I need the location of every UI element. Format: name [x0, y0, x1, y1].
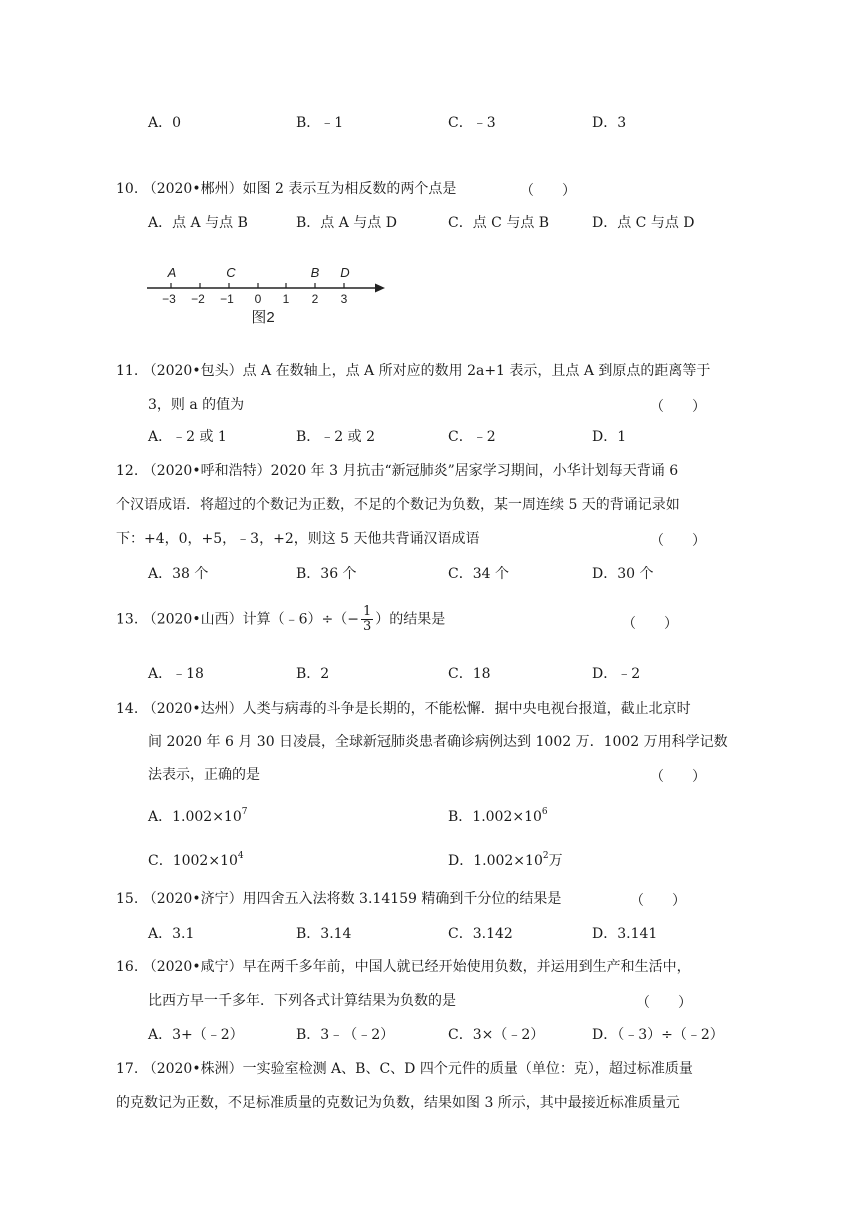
point-label-b: B — [310, 265, 320, 280]
q10-option-b: B．点 A 与点 D — [296, 215, 397, 231]
q13-answer-paren: （ ） — [622, 616, 678, 632]
q10-answer-paren: （ ） — [520, 183, 576, 199]
q14-option-d-exponent: 2 — [542, 851, 549, 861]
q14-option-b-base: B．1.002×10 — [448, 809, 542, 825]
q15-option-d: D．3.141 — [592, 926, 658, 942]
q14-option-d-suffix: 万 — [548, 853, 563, 869]
q16-line-2: 比西方早一千多年．下列各式计算结果为负数的是 — [148, 993, 456, 1009]
q11-option-d: D．1 — [592, 429, 627, 445]
point-label-d: D — [340, 265, 350, 280]
q14-option-c-exponent: 4 — [237, 851, 244, 861]
q14-option-c-base: C．1002×10 — [148, 853, 238, 869]
fraction-one-third — [361, 605, 373, 634]
q13-option-c: C．18 — [448, 666, 491, 682]
q16-option-d: D．（﹣3）÷（﹣2） — [592, 1027, 724, 1043]
q12-option-b: B．36 个 — [296, 566, 357, 582]
q10-option-d: D．点 C 与点 D — [592, 215, 695, 231]
q16-option-b: B．3﹣（﹣2） — [296, 1027, 395, 1043]
tick-label: −3 — [162, 292, 176, 306]
q14-answer-paren: （ ） — [650, 769, 706, 785]
number-line-figure — [145, 262, 395, 330]
q9-option-d: D．3 — [592, 115, 627, 131]
q16-option-c: C．3×（﹣2） — [448, 1027, 545, 1043]
q16-option-a: A．3+（﹣2） — [148, 1027, 244, 1043]
q11-line-1: 11. （2020•包头）点 A 在数轴上，点 A 所对应的数用 2a+1 表示，且点 A 到原点的距离等于 — [116, 363, 711, 379]
q14-line-3: 法表示，正确的是 — [148, 767, 260, 783]
q14-option-a-exponent: 7 — [241, 807, 248, 817]
tick-label: 1 — [282, 292, 290, 306]
q14-line-1: 14. （2020•达州）人类与病毒的斗争是长期的，不能松懈．据中央电视台报道，截止北京时 — [116, 701, 691, 717]
point-label-a: A — [167, 265, 177, 280]
tick-label: 0 — [254, 292, 262, 306]
q11-line-2: 3，则 a 的值为 — [148, 397, 245, 413]
q17-line-2: 的克数记为正数，不足标准质量的克数记为负数，结果如图 3 所示，其中最接近标准质量元 — [116, 1095, 680, 1111]
q9-option-a: A．0 — [148, 115, 182, 131]
q15-option-a: A．3.1 — [148, 926, 195, 942]
q9-option-b: B．﹣1 — [296, 115, 344, 131]
q12-option-a: A．38 个 — [148, 566, 209, 582]
q12-option-c: C．34 个 — [448, 566, 509, 582]
q13-option-a: A．﹣18 — [148, 666, 204, 682]
q11-answer-paren: （ ） — [650, 399, 706, 415]
q12-option-d: D．30 个 — [592, 566, 654, 582]
q16-line-1: 16. （2020•咸宁）早在两千多年前，中国人就已经开始使用负数，并运用到生产和生活中， — [116, 959, 691, 975]
figure-caption: 图2 — [251, 309, 275, 326]
q13-stem-before: 13. （2020•山西）计算（﹣6）÷（− — [116, 611, 359, 628]
q11-option-a: A．﹣2 或 1 — [148, 429, 227, 445]
fraction-numerator: 1 — [362, 604, 372, 619]
q14-option-b-exponent: 6 — [541, 807, 548, 817]
q13-option-b: B．2 — [296, 666, 330, 682]
fraction-denominator: 3 — [362, 619, 372, 634]
q14-option-a — [148, 808, 247, 826]
q11-option-b: B．﹣2 或 2 — [296, 429, 376, 445]
q10-option-c: C．点 C 与点 B — [448, 215, 550, 231]
q10-option-a: A．点 A 与点 B — [148, 215, 248, 231]
tick-label: 3 — [340, 292, 348, 306]
q10-stem: 10. （2020•郴州）如图 2 表示互为相反数的两个点是 — [116, 181, 457, 197]
tick-label: 2 — [311, 292, 319, 306]
q14-option-a-base: A．1.002×10 — [148, 809, 242, 825]
q15-answer-paren: （ ） — [630, 893, 686, 909]
q14-option-b — [448, 808, 548, 826]
q15-stem: 15. （2020•济宁）用四舍五入法将数 3.14159 精确到千分位的结果是 — [116, 891, 562, 907]
number-line-arrow — [375, 284, 385, 293]
q9-option-c: C．﹣3 — [448, 115, 496, 131]
q15-option-b: B．3.14 — [296, 926, 352, 942]
q14-option-c — [148, 852, 244, 870]
q12-answer-paren: （ ） — [650, 533, 706, 549]
q17-line-1: 17. （2020•株洲）一实验室检测 A、B、C、D 四个元件的质量（单位：克），超过标准质量 — [116, 1061, 693, 1077]
q12-line-1: 12. （2020•呼和浩特）2020 年 3 月抗击“新冠肺炎”居家学习期间，小华计划每天背诵 6 — [116, 463, 679, 479]
q16-answer-paren: （ ） — [636, 995, 692, 1011]
q14-option-d-base: D．1.002×10 — [448, 853, 543, 869]
q12-line-2: 个汉语成语．将超过的个数记为正数，不足的个数记为负数，某一周连续 5 天的背诵记录如 — [116, 497, 680, 513]
q12-line-3: 下：+4，0，+5，﹣3，+2，则这 5 天他共背诵汉语成语 — [116, 531, 480, 547]
q15-option-c: C．3.142 — [448, 926, 513, 942]
q14-option-d — [448, 852, 563, 870]
tick-label: −2 — [191, 292, 205, 306]
q11-option-c: C．﹣2 — [448, 429, 496, 445]
tick-label: −1 — [220, 292, 234, 306]
point-label-c: C — [226, 265, 236, 280]
q13-option-d: D．﹣2 — [592, 666, 641, 682]
q14-line-2: 间 2020 年 6 月 30 日凌晨，全球新冠肺炎患者确诊病例达到 1002 万．1002 万用科学记数 — [148, 734, 728, 750]
q13-stem-after: ）的结果是 — [375, 611, 446, 628]
q13-stem — [116, 605, 445, 634]
